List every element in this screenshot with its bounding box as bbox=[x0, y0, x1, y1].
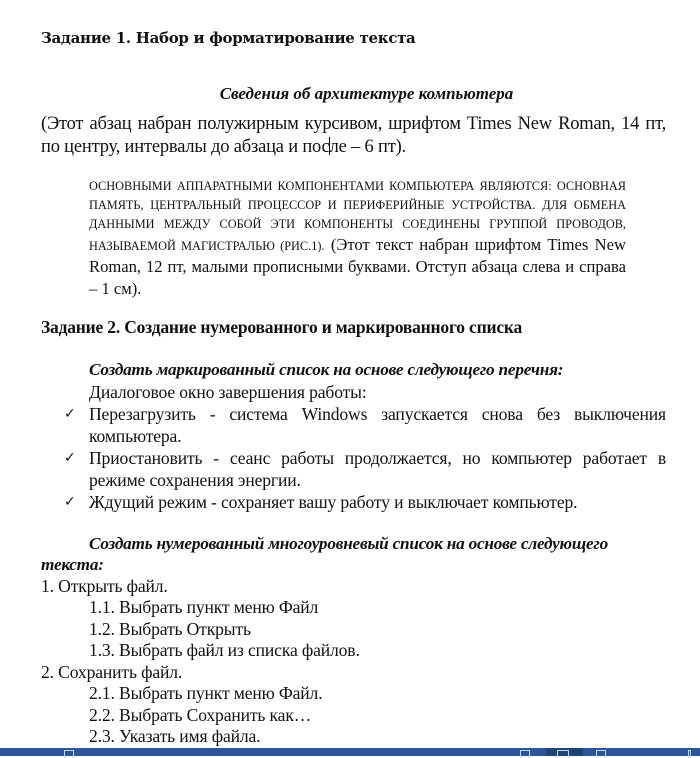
numbered-item-level2[interactable]: 2.3. Указать имя файла. bbox=[89, 726, 261, 746]
paragraph-1[interactable] bbox=[41, 113, 666, 159]
numbered-item-level2[interactable]: 1.3. Выбрать файл из списка файлов. bbox=[89, 640, 360, 660]
numbered-item-level2[interactable]: 2.2. Выбрать Сохранить как… bbox=[89, 705, 312, 725]
section-title: Сведения об архитектуре компьютера bbox=[219, 84, 514, 103]
zoom-slider-handle[interactable] bbox=[688, 750, 691, 758]
bullet-text: - сохраняет вашу работу и выключает компьютер. bbox=[206, 492, 578, 512]
numbered-instruction-line2: текста: bbox=[41, 555, 104, 574]
checkmark-icon: ✓ bbox=[64, 450, 76, 466]
numbered-item-level2[interactable]: 1.1. Выбрать пункт меню Файл bbox=[89, 597, 319, 617]
bullet-instruction: Создать маркированный список на основе следующего перечня: bbox=[89, 360, 564, 379]
status-bar bbox=[0, 748, 700, 756]
paragraph-2-normal: (Этот текст набран шрифтом Times New Roman, 12 пт, малыми прописными буквами. Отступ абзаца слева и справа – 1 см). bbox=[89, 235, 626, 298]
proofing-icon[interactable] bbox=[64, 750, 74, 758]
numbered-instruction-line1: Создать нумерованный многоуровневый список на основе следующего bbox=[89, 534, 608, 553]
print-layout-icon[interactable] bbox=[557, 750, 569, 758]
task2-heading: Задание 2. Создание нумерованного и маркированного списка bbox=[41, 317, 523, 337]
bullet-text: - система Windows запускается снова без выключения компьютера. bbox=[89, 404, 666, 446]
read-mode-icon[interactable] bbox=[520, 750, 530, 758]
list-item[interactable] bbox=[62, 491, 666, 513]
bullet-term: Приостановить bbox=[89, 448, 203, 468]
numbered-item-level2[interactable]: 1.2. Выбрать Открыть bbox=[89, 619, 251, 639]
paragraph-1-text-b: ле – 6 пт). bbox=[329, 137, 406, 157]
bullet-text: - сеанс работы продолжается, но компьютер работает в режиме сохранения энергии. bbox=[89, 448, 666, 490]
list-item[interactable] bbox=[62, 447, 666, 491]
numbered-item-level2[interactable]: 2.1. Выбрать пункт меню Файл. bbox=[89, 683, 323, 703]
paragraph-2-smallcaps: ОСНОВНЫМИ АППАРАТНЫМИ КОМПОНЕНТАМИ КОМПЬЮТЕРА ЯВЛЯЮТСЯ: ОСНОВНАЯ ПАМЯТЬ, ЦЕНТРАЛЬНЫЙ ПРОЦЕССОР И ПЕРИФЕРИЙНЫЕ УСТРОЙСТВА. ДЛЯ ОБМЕНА ДАННЫМИ МЕЖДУ СОБОЙ ЭТИ КОМПОНЕНТЫ СОЕДИНЕНЫ ГРУППОЙ ПРОВОДОВ, НАЗЫВАЕМОЙ МАГИСТРАЛЬЮ (РИС.1). bbox=[89, 179, 626, 253]
web-layout-icon[interactable] bbox=[596, 750, 606, 758]
checkmark-icon: ✓ bbox=[64, 494, 76, 510]
numbered-item-level1[interactable]: 1. Открыть файл. bbox=[41, 576, 168, 596]
list-item[interactable] bbox=[62, 403, 666, 447]
bullet-intro: Диалоговое окно завершения работы: bbox=[89, 382, 367, 402]
task1-heading: Задание 1. Набор и форматирование текста bbox=[41, 29, 416, 47]
bullet-list bbox=[62, 403, 666, 513]
paragraph-1-text-a: (Этот абзац набран полужирным курсивом, шрифтом Times New Roman, 14 пт, по центру, интервалы до абзаца и пос bbox=[41, 114, 666, 157]
paragraph-2[interactable] bbox=[89, 177, 626, 300]
checkmark-icon: ✓ bbox=[64, 406, 76, 422]
numbered-item-level1[interactable]: 2. Сохранить файл. bbox=[41, 662, 183, 682]
bullet-term: Ждущий режим bbox=[89, 492, 207, 512]
bullet-term: Перезагрузить bbox=[89, 404, 196, 424]
